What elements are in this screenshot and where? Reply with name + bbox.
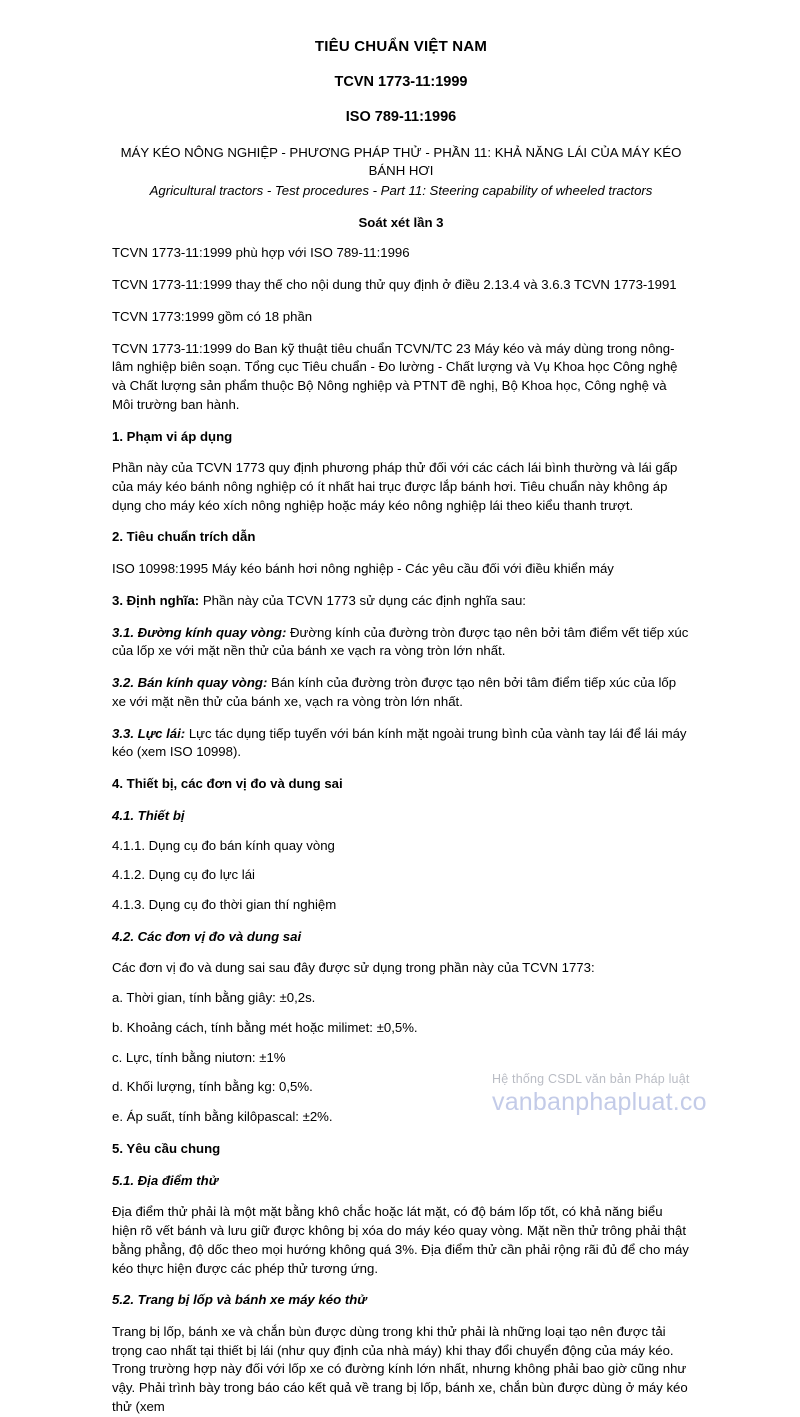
list-item: c. Lực, tính bằng niutơn: ±1% bbox=[112, 1049, 286, 1065]
section-2-body: ISO 10998:1995 Máy kéo bánh hơi nông nghiệp - Các yêu cầu đối với điều khiển máy bbox=[112, 561, 614, 577]
section-5-2-body: Trang bị lốp, bánh xe và chắn bùn được dùng trong khi thử phải là những loại tạo nên được tải trọng cao nhất tại thiết bị lái (như quy định của nhà máy) khi thay đổi chuyển động của máy kéo. Trong trường hợp này đối với lốp xe có đường kính lớn nhất, nhưng không phải bao giờ cũng như vậy. Phải trình bày trong báo cáo kết quả về trang bị lốp, bánh xe, chắn bùn được dùng ở máy kéo thử (xem bbox=[112, 1324, 688, 1414]
section-2-heading: 2. Tiêu chuẩn trích dẫn bbox=[112, 529, 256, 545]
item-4-1-2: 4.1.2. Dụng cụ đo lực lái bbox=[112, 867, 255, 883]
preamble-line-3: TCVN 1773:1999 gồm có 18 phần bbox=[112, 308, 313, 324]
preamble-line-1: TCVN 1773-11:1999 phù hợp với ISO 789-11:1996 bbox=[112, 245, 410, 261]
section-4-heading: 4. Thiết bị, các đơn vị đo và dung sai bbox=[112, 776, 343, 792]
section-3-heading: 3. Định nghĩa: bbox=[112, 592, 200, 608]
section-4-2-heading: 4.2. Các đơn vị đo và dung sai bbox=[112, 928, 302, 944]
page-title: TIÊU CHUẨN VIỆT NAM bbox=[314, 38, 488, 55]
list-item: a. Thời gian, tính bằng giây: ±0,2s. bbox=[112, 990, 316, 1006]
subject-title-vi: MÁY KÉO NÔNG NGHIỆP - PHƯƠNG PHÁP THỬ - PHẦN 11: KHẢ NĂNG LÁI CỦA MÁY KÉO BÁNH HƠI bbox=[120, 144, 682, 178]
section-4-2-intro: Các đơn vị đo và dung sai sau đây được sử dụng trong phần này của TCVN 1773: bbox=[112, 960, 595, 976]
section-3-heading-line bbox=[112, 579, 690, 611]
iso-code: ISO 789-11:1996 bbox=[345, 109, 457, 126]
section-5-1-body: Địa điểm thử phải là một mặt bằng khô chắc hoặc lát mặt, có độ bám lốp tốt, có khả năng biểu hiện rõ vết bánh và lưu giữ được không bị xóa do máy kéo quay vòng. Mặt nền thử trông phải thật bằng phẳng, độ dốc theo mọi hướng không quá 3%. Địa điểm thử cần phải rộng rãi đủ để cho máy kéo thực hiện được các phép thử tương ứng. bbox=[112, 1204, 689, 1276]
section-4-1-heading: 4.1. Thiết bị bbox=[112, 807, 185, 823]
section-3-intro: Phần này của TCVN 1773 sử dụng các định nghĩa sau: bbox=[199, 592, 526, 608]
definition-3-3-body: Lực tác dụng tiếp tuyến với bán kính mặt ngoài trung bình của vành tay lái để lái máy kéo (xem ISO 10998). bbox=[112, 725, 687, 760]
item-4-1-1: 4.1.1. Dụng cụ đo bán kính quay vòng bbox=[112, 837, 335, 853]
document-content bbox=[112, 0, 690, 1417]
definition-3-2 bbox=[112, 661, 690, 711]
definition-3-1-term: 3.1. Đường kính quay vòng: bbox=[112, 624, 287, 640]
watermark-domain: vanbanphapluat.co bbox=[492, 1088, 707, 1117]
list-item: e. Áp suất, tính bằng kilôpascal: ±2%. bbox=[112, 1109, 333, 1125]
subject-title-en: Agricultural tractors - Test procedures - Part 11: Steering capability of wheeled tractors bbox=[149, 183, 653, 199]
watermark-subtitle: Hệ thống CSDL văn bản Pháp luật bbox=[492, 1072, 690, 1087]
section-5-heading: 5. Yêu cầu chung bbox=[112, 1140, 221, 1156]
section-5-1-heading: 5.1. Địa điểm thử bbox=[112, 1172, 219, 1188]
preamble-line-4: TCVN 1773-11:1999 do Ban kỹ thuật tiêu chuẩn TCVN/TC 23 Máy kéo và máy dùng trong nông-lâm nghiệp biên soạn. Tổng cục Tiêu chuẩn - Đo lường - Chất lượng và Vụ Khoa học Công nghệ và Chất lượng sản phẩm thuộc Bộ Nông nghiệp và PTNT đề nghị, Bộ Khoa học, Công nghệ và Môi trường ban hành. bbox=[112, 340, 678, 412]
standard-code: TCVN 1773-11:1999 bbox=[334, 74, 468, 90]
definition-3-3-term: 3.3. Lực lái: bbox=[112, 725, 186, 741]
revision-label: Soát xét lần 3 bbox=[358, 215, 444, 231]
definition-3-1 bbox=[112, 611, 690, 661]
definition-3-3 bbox=[112, 712, 690, 762]
item-4-1-3: 4.1.3. Dụng cụ đo thời gian thí nghiệm bbox=[112, 897, 337, 912]
preamble-line-2: TCVN 1773-11:1999 thay thế cho nội dung thử quy định ở điều 2.13.4 và 3.6.3 TCVN 1773-1991 bbox=[112, 277, 677, 293]
definition-3-1-body: Đường kính của đường tròn được tạo nên bởi tâm điểm vết tiếp xúc của lốp xe với mặt nền thử của bánh xe vạch ra vòng tròn lớn nhất. bbox=[112, 624, 689, 659]
section-5-2-heading: 5.2. Trang bị lốp và bánh xe máy kéo thử bbox=[112, 1292, 367, 1308]
list-item: d. Khối lượng, tính bằng kg: 0,5%. bbox=[112, 1079, 313, 1095]
definition-3-2-body: Bán kính của đường tròn được tạo nên bởi tâm điểm tiếp xúc của lốp xe với mặt nền thử của bánh xe, vạch ra vòng tròn lớn nhất. bbox=[112, 675, 677, 709]
section-1-body: Phần này của TCVN 1773 quy định phương pháp thử đối với các cách lái bình thường và lái gấp của máy kéo bánh nông nghiệp có ít nhất hai trục được lắp bánh hơi. Tiêu chuẩn này không áp dụng cho máy kéo xích nông nghiệp hoặc máy kéo nông nghiệp lái theo kiểu thanh trượt. bbox=[112, 460, 678, 513]
definition-3-2-term: 3.2. Bán kính quay vòng: bbox=[112, 675, 268, 691]
section-1-heading: 1. Phạm vi áp dụng bbox=[112, 428, 233, 444]
list-item: b. Khoảng cách, tính bằng mét hoặc milimet: ±0,5%. bbox=[112, 1019, 418, 1035]
